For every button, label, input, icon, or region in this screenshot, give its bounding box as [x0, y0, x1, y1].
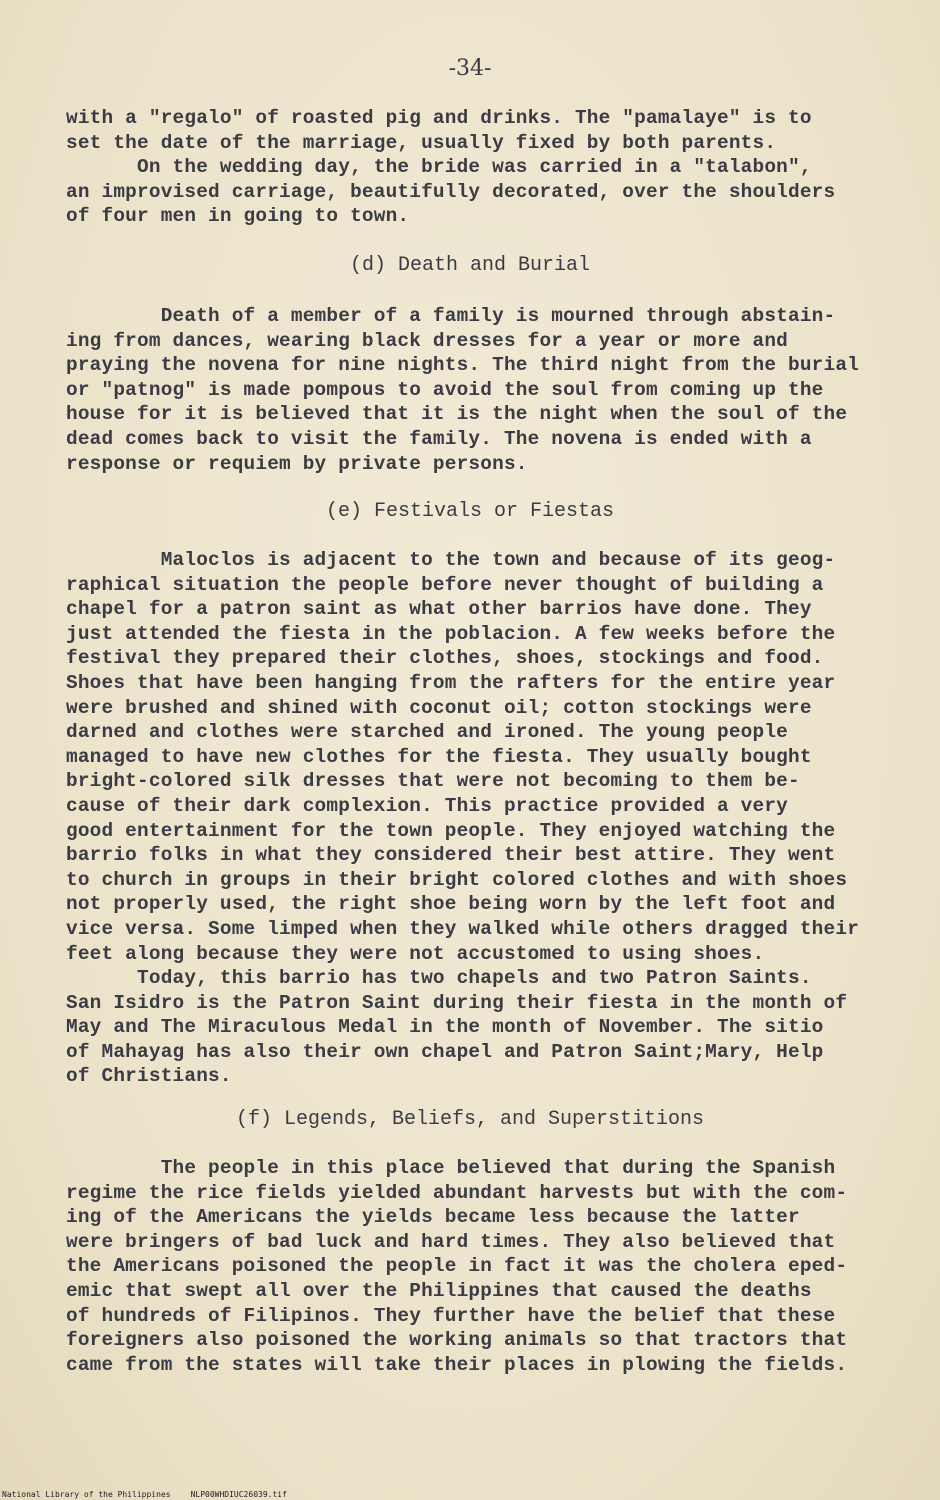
text-line: an improvised carriage, beautifully decorated, over the shoulders: [66, 180, 836, 203]
text-line: of Christians.: [66, 1065, 232, 1088]
text-line: Today, this barrio has two chapels and two Patron Saints.: [66, 967, 812, 990]
text-line: Maloclos is adjacent to the town and because of its geog-: [66, 549, 836, 571]
text-line: of four men in going to town.: [66, 205, 410, 228]
text-line: or "patnog" is made pompous to avoid the soul from coming up the: [66, 378, 824, 401]
text-line: foreigners also poisoned the working animals so that tractors that: [66, 1329, 848, 1352]
text-line: On the wedding day, the bride was carried in a "talabon",: [66, 156, 812, 179]
section-heading-death-burial: (d) Death and Burial: [349, 254, 591, 277]
intro-paragraph: [66, 106, 884, 229]
section-heading-legends: (f) Legends, Beliefs, and Superstitions: [235, 1108, 705, 1131]
text-line: emic that swept all over the Philippines that caused the deaths: [66, 1279, 812, 1302]
text-line: to church in groups in their bright colored clothes and with shoes: [66, 868, 848, 891]
text-line: festival they prepared their clothes, shoes, stockings and food.: [66, 647, 824, 670]
legends-paragraph: [66, 1156, 884, 1377]
section-heading-festivals: (e) Festivals or Fiestas: [325, 500, 615, 523]
scan-footer: [2, 1490, 307, 1499]
text-line: just attended the fiesta in the poblacion. A few weeks before the: [66, 622, 836, 645]
text-line: Shoes that have been hanging from the rafters for the entire year: [66, 671, 836, 694]
text-line: of Mahayag has also their own chapel and Patron Saint;Mary, Help: [66, 1040, 824, 1063]
text-line: dead comes back to visit the family. The novena is ended with a: [66, 427, 812, 450]
text-line: The people in this place believed that during the Spanish: [66, 1157, 836, 1179]
text-line: San Isidro is the Patron Saint during their fiesta in the month of: [66, 991, 848, 1014]
text-line: set the date of the marriage, usually fixed by both parents.: [66, 131, 777, 154]
text-line: darned and clothes were starched and ironed. The young people: [66, 721, 789, 744]
text-line: ing from dances, wearing black dresses for a year or more and: [66, 329, 789, 352]
text-line: managed to have new clothes for the fiesta. They usually bought: [66, 745, 812, 768]
text-line: chapel for a patron saint as what other barrios have done. They: [66, 598, 812, 621]
text-line: the Americans poisoned the people in fact it was the cholera eped-: [66, 1255, 848, 1278]
text-line: barrio folks in what they considered their best attire. They went: [66, 844, 836, 867]
footer-library: National Library of the Philippines: [2, 1490, 171, 1499]
text-line: regime the rice fields yielded abundant harvests but with the com-: [66, 1181, 848, 1204]
death-paragraph: [66, 304, 884, 476]
page-number: -34-: [448, 56, 492, 81]
text-line: with a "regalo" of roasted pig and drinks. The "pamalaye" is to: [66, 107, 812, 129]
text-line: of hundreds of Filipinos. They further have the belief that these: [66, 1304, 836, 1327]
text-line: feet along because they were not accustomed to using shoes.: [66, 942, 765, 965]
text-line: were bringers of bad luck and hard times. They also believed that: [66, 1230, 836, 1253]
text-line: came from the states will take their places in plowing the fields.: [66, 1353, 848, 1376]
text-line: house for it is believed that it is the night when the soul of the: [66, 403, 848, 426]
text-line: Death of a member of a family is mourned through abstain-: [66, 305, 836, 327]
festivals-paragraph: [66, 548, 884, 1089]
text-line: May and The Miraculous Medal in the month of November. The sitio: [66, 1016, 824, 1039]
text-line: ing of the Americans the yields became less because the latter: [66, 1206, 800, 1229]
text-line: raphical situation the people before never thought of building a: [66, 573, 824, 596]
text-line: bright-colored silk dresses that were not becoming to them be-: [66, 770, 800, 793]
text-line: were brushed and shined with coconut oil; cotton stockings were: [66, 696, 812, 719]
text-line: vice versa. Some limped when they walked while others dragged their: [66, 917, 860, 940]
footer-filename: NLP00WHDIUC26039.tif: [190, 1490, 287, 1499]
text-line: praying the novena for nine nights. The third night from the burial: [66, 354, 860, 377]
text-line: good entertainment for the town people. They enjoyed watching the: [66, 819, 836, 842]
text-line: cause of their dark complexion. This practice provided a very: [66, 794, 789, 817]
text-line: not properly used, the right shoe being worn by the left foot and: [66, 893, 836, 916]
text-line: response or requiem by private persons.: [66, 452, 528, 475]
